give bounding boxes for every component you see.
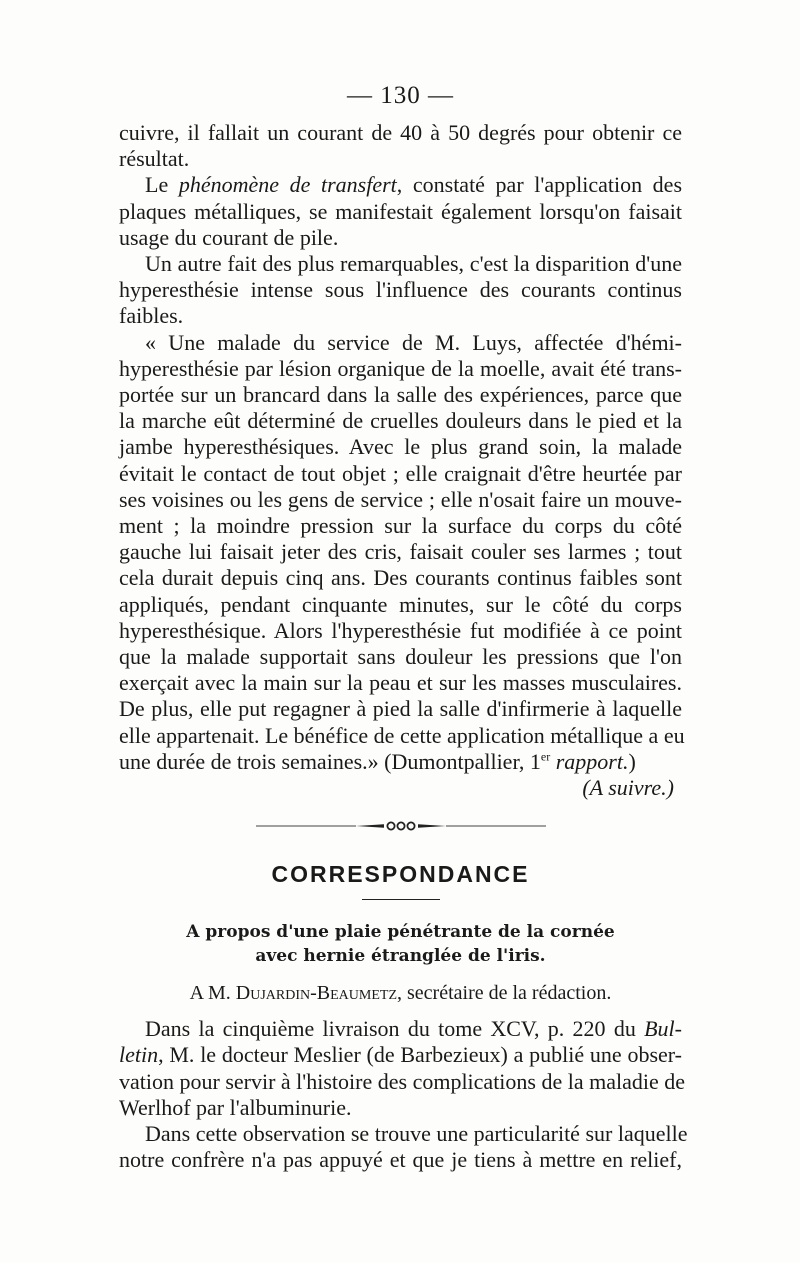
to-be-continued xyxy=(119,775,682,801)
text-line: la marche eût déterminé de cruelles douleurs dans le pied et la xyxy=(119,408,682,434)
text-line: portée sur un brancard dans la salle des expériences, parce que xyxy=(119,382,682,408)
italic-term: phénomène de transfert xyxy=(178,172,397,198)
text-line: une durée de trois semaines.» (Dumontpallier, 1er rapport.) xyxy=(119,748,636,774)
text-line: hyperesthésique. Alors l'hyperesthésie fut modifiée à ce point xyxy=(119,617,682,643)
paragraph-5 xyxy=(119,1016,686,1121)
text-line: évitait le contact de tout objet ; elle craignait d'être heurtée par xyxy=(119,460,682,486)
text-line: letin, M. le docteur Meslier (de Barbezieux) a publié une obser- xyxy=(119,1042,682,1068)
text-line: De plus, elle put regagner à pied la salle d'infirmerie à laquelle xyxy=(119,696,682,722)
text-line: faibles. xyxy=(119,303,184,329)
text-line: hyperesthésie par lésion organique de la moelle, avait été trans- xyxy=(119,355,682,381)
text-line: cela durait depuis cinq ans. Des courants continus faibles sont xyxy=(119,565,682,591)
paragraph-4-quotation xyxy=(119,329,685,775)
paragraph-6 xyxy=(119,1121,688,1173)
text-line: exerçait avec la main sur la peau et sur les masses musculaires. xyxy=(119,670,682,696)
addressee-line: A M. Dujardin-Beaumetz, secrétaire de la rédaction. xyxy=(189,982,612,1005)
text-line: résultat. xyxy=(119,146,190,172)
a-suivre-note: (A suivre.) xyxy=(582,775,674,801)
text-line: cuivre, il fallait un courant de 40 à 50 degrés pour obtenir ce xyxy=(119,120,682,145)
decorative-divider xyxy=(119,807,682,845)
ornament-icon xyxy=(256,820,546,832)
text-line: Dans cette observation se trouve une particularité sur laquelle xyxy=(145,1121,688,1147)
text-line: Dans la cinquième livraison du tome XCV, p. 220 du Bul- xyxy=(145,1016,682,1042)
title-underline xyxy=(362,899,440,900)
text-line: Werlhof par l'albuminurie. xyxy=(119,1094,352,1120)
italic-reference: rapport. xyxy=(550,748,629,774)
paragraph-1 xyxy=(119,120,682,172)
text-line: Un autre fait des plus remarquables, c'est la disparition d'une xyxy=(145,251,682,277)
text-line: ment ; la moindre pression sur la surface du corps du côté xyxy=(119,513,682,539)
text-line: « Une malade du service de M. Luys, affectée d'hémi- xyxy=(145,329,682,355)
addressee-name: Dujardin-Beaumetz xyxy=(235,982,397,1005)
text-line: jambe hyperesthésiques. Avec le plus grand soin, la malade xyxy=(119,434,682,460)
text-line: Le phénomène de transfert, constaté par l'application des xyxy=(145,172,683,198)
text-line: notre confrère n'a pas appuyé et que je tiens à mettre en relief, xyxy=(119,1147,682,1173)
text-line: que la malade supportait sans douleur les pressions que l'on xyxy=(119,644,682,670)
text-line: usage du courant de pile. xyxy=(119,224,339,250)
text-line: elle appartenait. Le bénéfice de cette application métallique a eu xyxy=(119,722,685,748)
text-line: hyperesthésie intense sous l'influence des courants continus xyxy=(119,277,682,303)
article-title-line: avec hernie étranglée de l'iris. xyxy=(255,946,546,967)
text-line: ses voisines ou les gens de service ; elle n'osait faire un mouve- xyxy=(119,486,682,512)
article-title-line: A propos d'une plaie pénétrante de la cornée xyxy=(186,922,615,943)
article-title xyxy=(119,920,682,968)
text-line: vation pour servir à l'histoire des complications de la maladie de xyxy=(119,1068,686,1094)
page-number: — 130 — xyxy=(347,82,454,109)
section-title: CORRESPONDANCE xyxy=(271,861,530,888)
paragraph-2 xyxy=(119,172,682,251)
text-line: plaques métalliques, se manifestait également lorsqu'on faisait xyxy=(119,198,682,224)
superscript: er xyxy=(540,749,551,764)
paragraph-3 xyxy=(119,251,682,330)
text-line: gauche lui faisait jeter des cris, faisait couler ses larmes ; tout xyxy=(119,539,682,565)
text-line: appliqués, pendant cinquante minutes, sur le côté du corps xyxy=(119,591,682,617)
